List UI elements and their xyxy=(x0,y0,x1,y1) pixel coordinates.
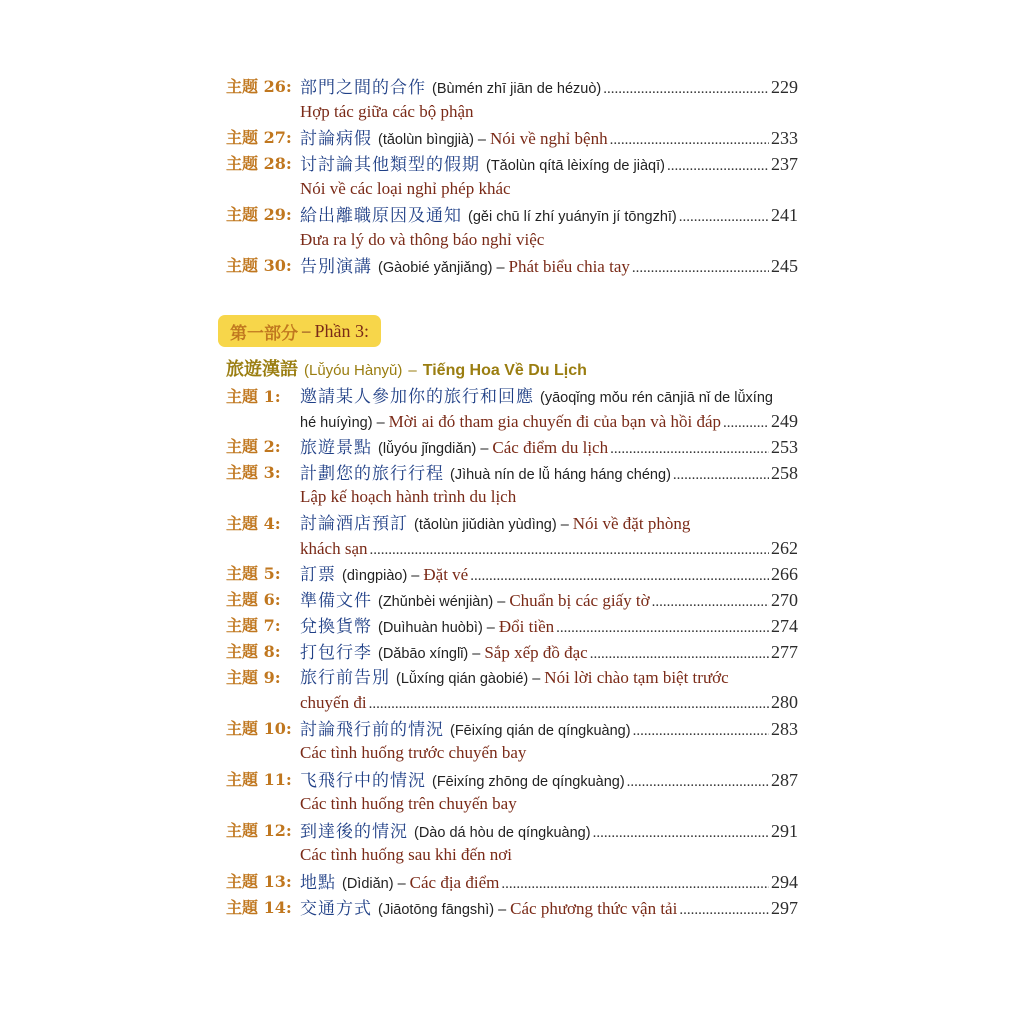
entry-main-line xyxy=(300,641,798,663)
dot-leader xyxy=(673,464,769,486)
page-number: 245 xyxy=(771,256,798,276)
page-number: 229 xyxy=(771,77,798,97)
entry-vietnamese-title: Nói về đặt phòng xyxy=(572,514,691,533)
dot-leader xyxy=(723,412,769,434)
entry-main-line xyxy=(300,76,798,98)
entry-vietnamese-title: Chuẩn bị các giấy tờ xyxy=(509,591,650,610)
entry-pinyin: (Jiāotōng fāngshì) xyxy=(378,902,495,918)
dot-leader xyxy=(603,78,769,100)
topic-number: 主題 13: xyxy=(226,872,292,891)
topic-number: 主題 11: xyxy=(226,770,292,789)
entry-chinese-title: 地點 xyxy=(300,873,336,893)
topic-number: 主題 6: xyxy=(226,590,281,609)
dot-leader xyxy=(470,565,769,587)
entry-pinyin: (Gàobié yǎnjiǎng) xyxy=(378,260,493,276)
entry-chinese-title: 給出離職原因及通知 xyxy=(300,206,462,226)
entry-chinese-title: 討論飛行前的情況 xyxy=(300,720,444,740)
entry-pinyin: (tǎolùn jiǔdiàn yùdìng) xyxy=(414,517,557,533)
separator-dash: – xyxy=(376,415,385,431)
topic-number: 主題 2: xyxy=(226,437,281,456)
page-number: 280 xyxy=(771,692,798,712)
entry-pinyin: (Tǎolùn qítā lèixíng de jiàqī) xyxy=(486,158,665,174)
dot-leader xyxy=(627,771,769,793)
page-number: 274 xyxy=(771,616,798,636)
entry-pinyin: (yāoqǐng mǒu rén cānjiā nǐ de lǚxíng xyxy=(540,390,773,406)
entry-sub-line xyxy=(300,410,798,432)
entry-pinyin: (Zhǔnbèi wénjiàn) xyxy=(378,594,494,610)
separator-dash: – xyxy=(486,620,495,636)
entry-chinese-title: 打包行李 xyxy=(300,643,372,663)
topic-number: 主題 8: xyxy=(226,642,281,661)
entry-vietnamese-title: Phát biểu chia tay xyxy=(508,257,630,276)
entry-vietnamese-title: Đặt vé xyxy=(423,565,469,584)
separator-dash: – xyxy=(496,260,505,276)
entry-pinyin: (tǎolùn bìngjià) xyxy=(378,132,474,148)
topic-number: 主題 1: xyxy=(226,387,281,406)
entry-chinese-title: 訂票 xyxy=(300,565,336,585)
entry-main-line xyxy=(300,667,798,689)
entry-vietnamese-title: Mời ai đó tham gia chuyến đi của bạn và hồi đáp xyxy=(388,412,722,431)
entry-pinyin: (Dǎbāo xínglǐ) xyxy=(378,646,469,662)
entry-sub-line xyxy=(300,742,798,764)
entry-pinyin: (Dào dá hòu de qíngkuàng) xyxy=(414,825,591,841)
entry-pinyin: (dìngpiào) xyxy=(342,568,408,584)
page-number: 277 xyxy=(771,642,798,662)
section-title-pinyin: (Lǚyóu Hànyǔ) xyxy=(304,362,403,379)
entry-sub-line xyxy=(300,844,798,866)
entry-chinese-title: 部門之間的合作 xyxy=(300,78,426,98)
entry-vietnamese-title: Các điểm du lịch xyxy=(492,438,609,457)
entry-vietnamese-title: Sắp xếp đồ đạc xyxy=(484,643,588,662)
entry-vietnamese-title: Hợp tác giữa các bộ phận xyxy=(300,102,474,121)
dot-leader xyxy=(652,591,769,613)
entry-sub-line xyxy=(300,229,798,251)
page-number: 283 xyxy=(771,719,798,739)
dot-leader xyxy=(679,899,769,921)
entry-chinese-title: 飞飛行中的情況 xyxy=(300,771,426,791)
topic-number: 主題 7: xyxy=(226,616,281,635)
topic-number: 主题 28: xyxy=(226,154,292,173)
page-number: 294 xyxy=(771,872,798,892)
topic-number: 主題 5: xyxy=(226,564,281,583)
entry-vietnamese-title: Lập kế hoạch hành trình du lịch xyxy=(300,487,517,506)
page-number: 241 xyxy=(771,205,798,225)
section-title-vietnamese: Tiếng Hoa Về Du Lịch xyxy=(422,362,587,379)
entry-main-line xyxy=(300,127,798,149)
topic-number: 主题 27: xyxy=(226,128,292,147)
entry-vietnamese-title: Nói lời chào tạm biệt trước xyxy=(544,668,729,687)
dot-leader xyxy=(590,643,769,665)
entry-main-line xyxy=(300,386,798,408)
separator-dash: – xyxy=(480,441,489,457)
entry-main-line xyxy=(300,615,798,637)
entry-chinese-title: 旅遊景點 xyxy=(300,438,372,458)
page-number: 253 xyxy=(771,437,798,457)
separator-dash: – xyxy=(560,517,569,533)
entry-pinyin: (Lǚxíng qián gàobié) xyxy=(396,671,529,687)
entry-chinese-title: 告別演講 xyxy=(300,257,372,277)
dot-leader xyxy=(667,155,769,177)
entry-chinese-title: 讨討論其他類型的假期 xyxy=(300,155,480,175)
section-badge-dash: – xyxy=(302,321,311,340)
entry-chinese-title: 討論病假 xyxy=(300,129,372,149)
entry-vietnamese-title: Các phương thức vận tải xyxy=(510,899,678,918)
entry-chinese-title: 邀請某人參加你的旅行和回應 xyxy=(300,387,534,407)
entry-sub-line xyxy=(300,691,798,713)
entry-pinyin: (Duìhuàn huòbì) xyxy=(378,620,483,636)
entry-main-line xyxy=(300,462,798,484)
page-number: 262 xyxy=(771,538,798,558)
entry-main-line xyxy=(300,513,798,535)
dot-leader xyxy=(369,693,769,715)
entry-sub-line xyxy=(300,101,798,123)
section-title-dash: – xyxy=(408,362,417,379)
entry-main-line xyxy=(300,255,798,277)
page-number: 233 xyxy=(771,128,798,148)
entry-pinyin-continued: hé huíyìng) xyxy=(300,415,373,431)
entry-vietnamese-title-continued: khách sạn xyxy=(300,539,368,558)
entry-vietnamese-title: Các tình huống sau khi đến nơi xyxy=(300,845,513,864)
entry-main-line xyxy=(300,436,798,458)
page-number: 266 xyxy=(771,564,798,584)
section-badge-chinese: 第一部分 xyxy=(230,323,298,344)
entry-sub-line xyxy=(300,178,798,200)
page-number: 237 xyxy=(771,154,798,174)
entry-main-line xyxy=(300,153,798,175)
separator-dash: – xyxy=(411,568,420,584)
entry-main-line xyxy=(300,718,798,740)
entry-chinese-title: 兌換貨幣 xyxy=(300,617,372,637)
entry-main-line xyxy=(300,769,798,791)
entry-vietnamese-title: Nói về nghỉ bệnh xyxy=(490,129,608,148)
entry-main-line xyxy=(300,589,798,611)
page-number: 258 xyxy=(771,463,798,483)
entry-chinese-title: 旅行前告別 xyxy=(300,668,390,688)
topic-number: 主题 29: xyxy=(226,205,292,224)
dot-leader xyxy=(593,822,769,844)
entry-main-line xyxy=(300,204,798,226)
dot-leader xyxy=(610,129,769,151)
dot-leader xyxy=(610,438,769,460)
entry-pinyin: (lǚyóu jǐngdiǎn) xyxy=(378,441,477,457)
entry-vietnamese-title: Đưa ra lý do và thông báo nghỉ việc xyxy=(300,230,545,249)
section-badge-part: Phần 3: xyxy=(314,320,370,341)
entry-chinese-title: 到達後的情況 xyxy=(300,822,408,842)
dot-leader xyxy=(501,873,769,895)
entry-main-line xyxy=(300,820,798,842)
section-title-chinese: 旅遊漢語 xyxy=(226,359,298,380)
entry-chinese-title: 討論酒店預訂 xyxy=(300,514,408,534)
topic-number: 主題 12: xyxy=(226,821,292,840)
entry-main-line xyxy=(300,897,798,919)
entry-pinyin: (gěi chū lí zhí yuányīn jí tōngzhī) xyxy=(468,209,677,225)
page-number: 287 xyxy=(771,770,798,790)
page-number: 249 xyxy=(771,411,798,431)
topic-number: 主题 26: xyxy=(226,77,292,96)
separator-dash: – xyxy=(532,671,541,687)
entry-main-line xyxy=(300,871,798,893)
entry-pinyin: (Fēixíng zhōng de qíngkuàng) xyxy=(432,774,625,790)
separator-dash: – xyxy=(497,594,506,610)
entry-vietnamese-title: Các địa điểm xyxy=(409,873,500,892)
entry-vietnamese-title-continued: chuyến đi xyxy=(300,693,367,712)
entry-vietnamese-title: Các tình huống trên chuyến bay xyxy=(300,794,517,813)
topic-number: 主題 4: xyxy=(226,514,281,533)
entry-pinyin: (Dìdiǎn) xyxy=(342,876,394,892)
page-number: 291 xyxy=(771,821,798,841)
dot-leader xyxy=(370,539,769,561)
separator-dash: – xyxy=(472,646,481,662)
topic-number: 主題 10: xyxy=(226,719,292,738)
topic-number: 主題 14: xyxy=(226,898,292,917)
page-number: 297 xyxy=(771,898,798,918)
topic-number: 主題 3: xyxy=(226,463,281,482)
entry-vietnamese-title: Nói về các loại nghỉ phép khác xyxy=(300,179,511,198)
section-title xyxy=(226,355,587,381)
dot-leader xyxy=(632,257,769,279)
entry-sub-line xyxy=(300,793,798,815)
entry-chinese-title: 準備文件 xyxy=(300,591,372,611)
entry-chinese-title: 計劃您的旅行行程 xyxy=(300,464,444,484)
section-badge xyxy=(218,315,381,347)
entry-pinyin: (Fēixíng qián de qíngkuàng) xyxy=(450,723,631,739)
dot-leader xyxy=(556,617,769,639)
separator-dash: – xyxy=(498,902,507,918)
entry-pinyin: (Jìhuà nín de lǚ háng háng chéng) xyxy=(450,467,671,483)
entry-main-line xyxy=(300,563,798,585)
entry-pinyin: (Bùmén zhī jiān de hézuò) xyxy=(432,81,602,97)
entry-sub-line xyxy=(300,537,798,559)
entry-chinese-title: 交通方式 xyxy=(300,899,372,919)
entry-vietnamese-title: Đổi tiền xyxy=(498,617,555,636)
entry-sub-line xyxy=(300,486,798,508)
separator-dash: – xyxy=(477,132,486,148)
separator-dash: – xyxy=(397,876,406,892)
topic-number: 主題 9: xyxy=(226,668,281,687)
dot-leader xyxy=(679,206,769,228)
topic-number: 主题 30: xyxy=(226,256,292,275)
entry-vietnamese-title: Các tình huống trước chuyến bay xyxy=(300,743,527,762)
dot-leader xyxy=(633,720,769,742)
page-number: 270 xyxy=(771,590,798,610)
